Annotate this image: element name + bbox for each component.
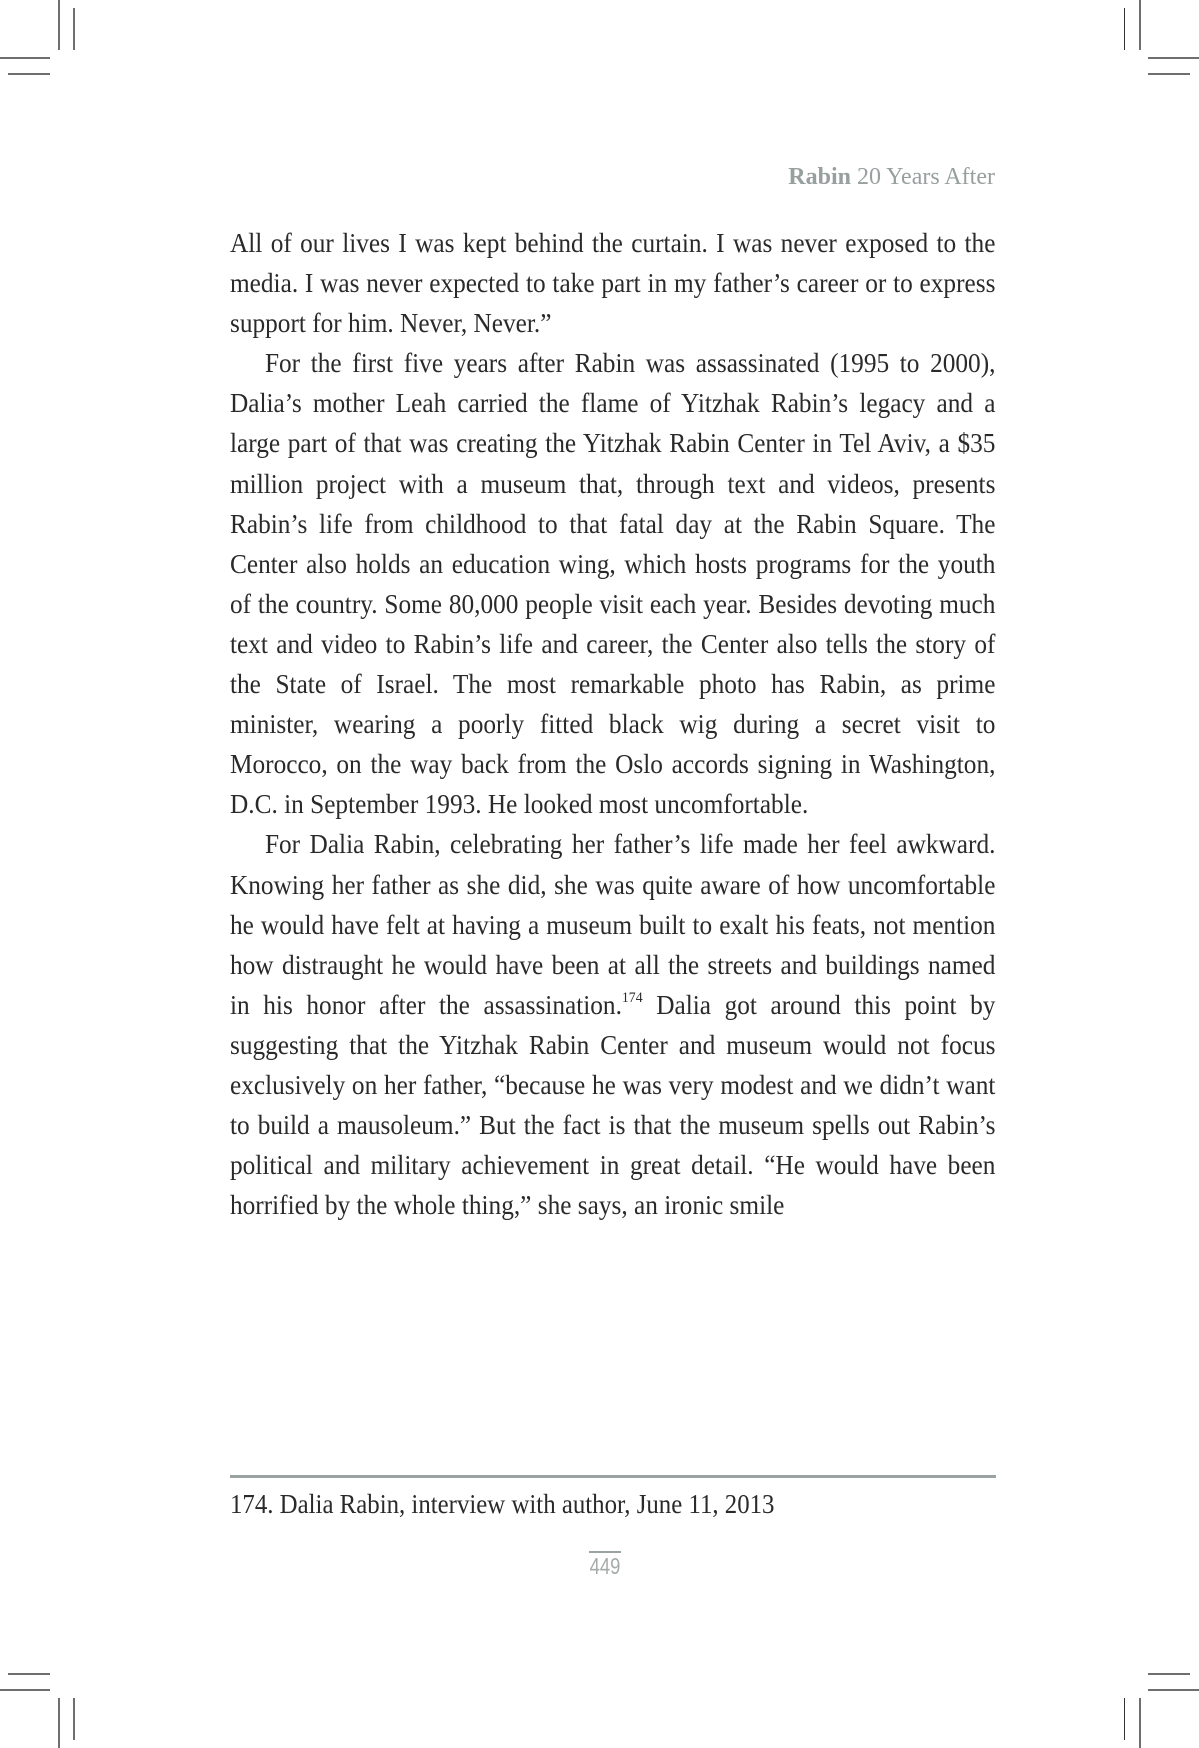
crop-mark-top-right-v1: [1124, 8, 1125, 50]
crop-mark-top-right-h2: [1148, 73, 1190, 75]
running-head: [788, 164, 995, 191]
body-text: [230, 223, 996, 1225]
paragraph-3: [230, 824, 995, 1225]
footnote-divider: [230, 1475, 996, 1478]
crop-mark-top-left-v1: [58, 0, 60, 50]
crop-mark-bottom-right-h2: [1148, 1689, 1199, 1691]
paragraph-1: All of our lives I was kept behind the curtain. I was never exposed to the media. I was never expected to take part in my father’s career or to express support for him. Never, Never.”: [230, 227, 996, 339]
running-head-title: 20 Years After: [851, 164, 995, 190]
paragraph-3-text: For Dalia Rabin, celebrating her father’s life made her feel awkward. Knowing her father as she did, she was quite aware of how uncomfortable he would have felt at having a museum built to exalt his feats, not mention how distraught he would have been at all the streets and buildings named in his honor after the assassination.: [230, 828, 996, 1020]
paragraph-2: For the first five years after Rabin was assassinated (1995 to 2000), Dalia’s mother Leah carried the flame of Yitzhak Rabin’s legacy and a large part of that was creating the Yitzhak Rabin Center in Tel Aviv, a $35 million project with a museum that, through text and videos, presents Rabin’s life from childhood to that fatal day at the Rabin Square. The Center also holds an education wing, which hosts programs for the youth of the country. Some 80,000 people visit each year. Besides devoting much text and video to Rabin’s life and career, the Center also tells the story of the State of Israel. The most remarkable photo has Rabin, as prime minister, wearing a poorly fitted black wig during a secret visit to Morocco, on the way back from the Oslo accords signing in Washington, D.C. in September 1993. He looked most uncomfortable.: [230, 347, 996, 820]
crop-mark-top-left-v2: [73, 8, 75, 50]
page-number: 449: [589, 1553, 621, 1579]
crop-mark-bottom-left-h1: [8, 1673, 50, 1675]
crop-mark-top-left-h2: [8, 73, 50, 75]
footnote-reference[interactable]: 174: [621, 989, 643, 1006]
crop-mark-bottom-right-v1: [1124, 1698, 1125, 1740]
crop-mark-top-left-h1: [0, 57, 50, 59]
running-head-author: Rabin: [788, 164, 851, 190]
crop-mark-bottom-left-h2: [0, 1689, 50, 1691]
crop-mark-bottom-right-v2: [1139, 1698, 1141, 1748]
crop-mark-bottom-right-h1: [1148, 1673, 1190, 1675]
crop-mark-bottom-left-v1: [58, 1698, 60, 1748]
crop-mark-top-right-h1: [1148, 57, 1199, 59]
paragraph-3-continued: Dalia got around this point by suggesting that the Yitzhak Rabin Center and museum would not focus exclusively on her father, “because he was very modest and we didn’t want to build a mausoleum.” But the fact is that the museum spells out Rabin’s political and military achievement in great detail. “He would have been horrified by the whole thing,” she says, an ironic smile: [230, 988, 996, 1221]
footnote-174: 174. Dalia Rabin, interview with author, June 11, 2013: [230, 1489, 775, 1519]
crop-mark-top-right-v2: [1139, 0, 1141, 50]
crop-mark-bottom-left-v2: [73, 1698, 75, 1740]
